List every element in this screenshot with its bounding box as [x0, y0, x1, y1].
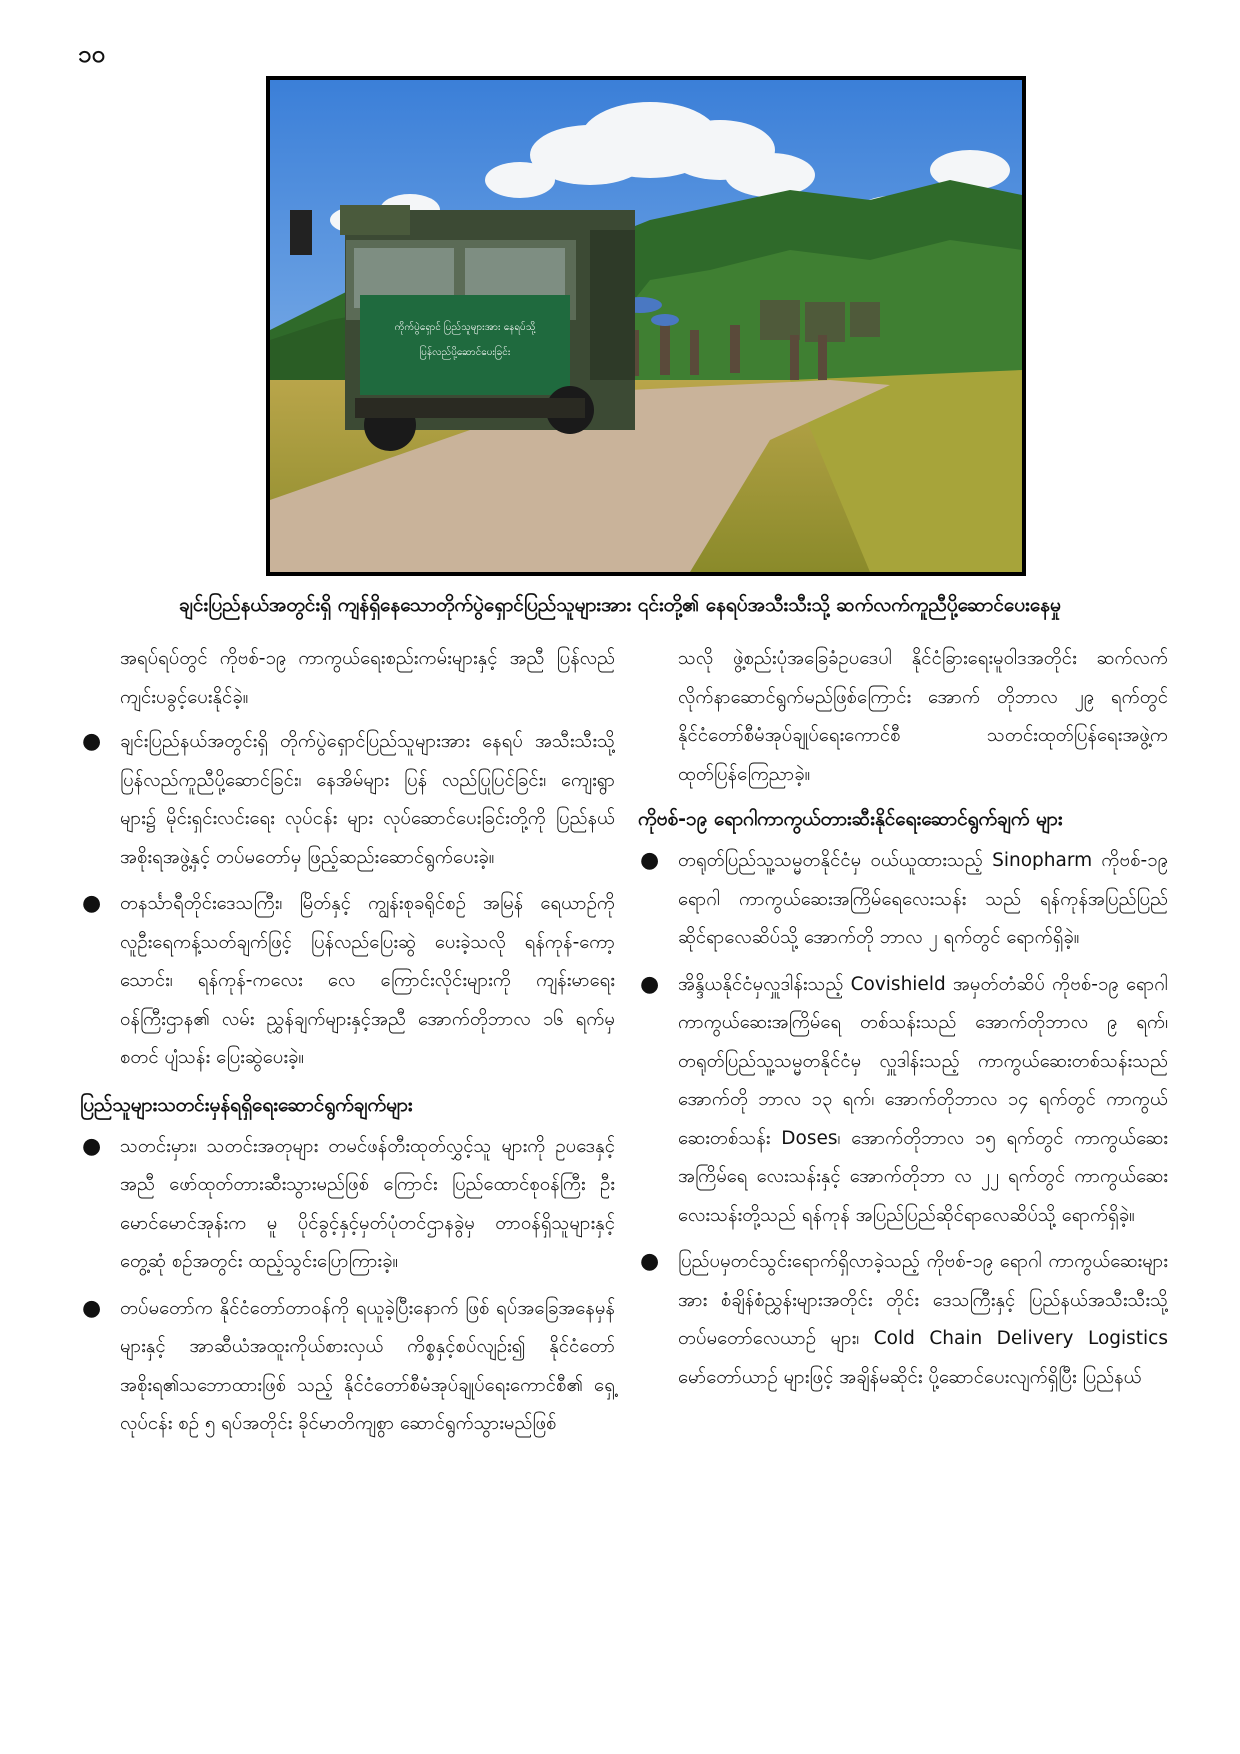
list-item-text: အိန္ဒိယနိုင်ငံမှလှူဒါန်းသည့် Covishield အမှတ်တံဆိပ် ကိုဗစ်-၁၉ ရောဂါ ကာကွယ်ဆေးအကြိမ်ရေ တစ်သန်းသည် အောက်တိုဘာလ ၉ ရက်၊ တရုတ်ပြည်သူ့သမ္မတနိုင်ငံမှ လှူဒါန်းသည့် ကာကွယ်ဆေးတစ်သန်းသည် အောက်တို ဘာလ ၁၃ ရက်၊ အောက်တိုဘာလ ၁၄ ရက်တွင် ကာကွယ် ဆေးတစ်သန်း Doses၊ အောက်တိုဘာလ ၁၅ ရက်တွင် ကာကွယ်ဆေးအကြိမ်ရေ လေးသန်းနှင့် အောက်တိုဘာ လ ၂၂ ရက်တွင် ကာကွယ်ဆေးလေးသန်းတို့သည် ရန်ကုန် အပြည်ပြည်ဆိုင်ရာလေဆိပ်သို့ ရောက်ရှိခဲ့။ [678, 973, 1168, 1226]
list-item-text: သတင်းမှား၊ သတင်းအတုများ တမင်ဖန်တီးထုတ်လွှင့်သူ များကို ဥပဒေနှင့်အညီ ဖော်ထုတ်တားဆီးသွားမည်ဖြစ် ကြောင်း ပြည်ထောင်စုဝန်ကြီး ဦးမောင်မောင်အုန်းက မူ ပိုင်ခွင့်နှင့်မှတ်ပုံတင်ဌာနခွဲမှ တာဝန်ရှိသူများနှင့် တွေ့ဆုံ စဉ်အတွင်း ထည့်သွင်းပြောကြားခဲ့။ [120, 1135, 615, 1272]
list-item [638, 966, 1168, 1236]
list-item [80, 1128, 615, 1282]
bullet-icon: ● [640, 1249, 660, 1274]
bullet-icon: ● [82, 1133, 102, 1159]
list-item [638, 1243, 1168, 1397]
right-intro-paragraph: သလို ဖွဲ့စည်းပုံအခြေခံဥပဒေပါ နိုင်ငံခြားရေးမူဝါဒအတိုင်း ဆက်လက်လိုက်နာဆောင်ရွက်မည်ဖြစ်ကြောင်း အောက် တိုဘာလ ၂၉ ရက်တွင် နိုင်ငံတော်စီမံအုပ်ချုပ်ရေးကောင်စီ သတင်းထုတ်ပြန်ရေးအဖွဲ့က ထုတ်ပြန်ကြေညာခဲ့။ [678, 648, 1168, 785]
section-heading: ပြည်သူများသတင်းမှန်ရရှိရေးဆောင်ရွက်ချက်များ [80, 1093, 413, 1116]
right-column [638, 640, 1168, 1405]
bullet-icon: ● [640, 848, 660, 873]
page-number: ၁၀ [78, 40, 105, 68]
list-item [80, 885, 615, 1078]
bullet-icon: ● [82, 891, 102, 916]
truck-banner-line1: ကိုက်ပွဲရှောင် ပြည်သူများအား နေရပ်သို့ [394, 322, 536, 333]
left-intro-paragraph: အရပ်ရပ်တွင် ကိုဗစ်-၁၉ ကာကွယ်ရေးစည်းကမ်းများနှင့် အညီ ပြန်လည်ကျင်းပခွင့်ပေးနိုင်ခဲ့။ [120, 648, 615, 708]
list-item-text: ပြည်ပမှတင်သွင်းရောက်ရှိလာခဲ့သည့် ကိုဗစ်-၁၉ ရောဂါ ကာကွယ်ဆေးများအား စံချိန်စံညွှန်းများအတိုင်း တိုင်း ဒေသကြီးနှင့် ပြည်နယ်အသီးသီးသို့ တပ်မတော်လေယာဉ် များ၊ Cold Chain Delivery Logistics မော်တော်ယာဉ် များဖြင့် အချိန်မဆိုင်း ပို့ဆောင်ပေးလျက်ရှိပြီး ပြည်နယ် [678, 1251, 1168, 1388]
left-column [80, 640, 615, 1452]
bullet-icon: ● [82, 729, 102, 754]
truck-banner-line2: ပြန်လည်ပို့ဆောင်ပေးခြင်း [419, 347, 511, 358]
news-photo [266, 76, 1026, 576]
list-item-text: တရုတ်ပြည်သူ့သမ္မတနိုင်ငံမှ ဝယ်ယူထားသည့် Sinopharm ကိုဗစ်-၁၉ ရောဂါ ကာကွယ်ဆေးအကြိမ်ရေလေးသန်း သည် ရန်ကုန်အပြည်ပြည်ဆိုင်ရာလေဆိပ်သို့ အောက်တို ဘာလ ၂ ရက်တွင် ရောက်ရှိခဲ့။ [678, 850, 1168, 948]
bullet-icon: ● [82, 1295, 102, 1321]
list-item-text: တနင်္သာရီတိုင်းဒေသကြီး၊ မြိတ်နှင့် ကျွန်းစုခရိုင်စဉ် အမြန် ရေယာဉ်ကို လူဦးရေကန့်သတ်ချက်ဖြင့် ပြန်လည်ပြေးဆွဲ ပေးခဲ့သလို ရန်ကုန်-ကော့သောင်း၊ ရန်ကုန်-ကလေး လေ ကြောင်းလိုင်းများကို ကျန်းမာရေးဝန်ကြီးဌာန၏ လမ်း ညွှန်ချက်များနှင့်အညီ အောက်တိုဘာလ ၁၆ ရက်မှ စတင် ပျံသန်း ပြေးဆွဲပေးခဲ့။ [120, 893, 615, 1068]
list-item-text: ချင်းပြည်နယ်အတွင်းရှိ တိုက်ပွဲရှောင်ပြည်သူများအား နေရပ် အသီးသီးသို့ ပြန်လည်ကူညီပို့ဆောင်ခြင်း၊ နေအိမ်များ ပြန် လည်ပြုပြင်ခြင်း၊ ကျေးရွာများ၌ မိုင်းရှင်းလင်းရေး လုပ်ငန်း များ လုပ်ဆောင်ပေးခြင်းတို့ကို ပြည်နယ်အစိုးရအဖွဲ့နှင့် တပ်မတော်မှ ဖြည့်ဆည်းဆောင်ရွက်ပေးခဲ့။ [120, 731, 615, 868]
list-item [80, 723, 615, 877]
list-item-text: တပ်မတော်က နိုင်ငံတော်တာဝန်ကို ရယူခဲ့ပြီးနောက် ဖြစ် ရပ်အခြေအနေမှန်များနှင့် အာဆီယံအထူးကိုယ်စားလှယ် ကိစ္စနှင့်စပ်လျဉ်း၍ နိုင်ငံတော်အစိုးရ၏သဘောထားဖြစ် သည့် နိုင်ငံတော်စီမံအုပ်ချုပ်ရေးကောင်စီ၏ ရှေ့လုပ်ငန်း စဉ် ၅ ရပ်အတိုင်း ခိုင်မာတိကျစွာ ဆောင်ရွက်သွားမည်ဖြစ် [120, 1297, 615, 1434]
list-item [80, 1290, 615, 1444]
bullet-icon: ● [640, 971, 660, 997]
list-item [638, 842, 1168, 958]
photo-caption: ချင်းပြည်နယ်အတွင်းရှိ ကျန်ရှိနေသောတိုက်ပွဲရှောင်ပြည်သူများအား ၎င်းတို့၏ နေရပ်အသီးသီးသို့ ဆက်လက်ကူညီပို့ဆောင်ပေးနေမှု [179, 594, 1061, 616]
section-heading: ကိုဗစ်-၁၉ ရောဂါကာကွယ်တားဆီးနိုင်ရေးဆောင်ရွက်ချက် များ [638, 808, 1063, 830]
